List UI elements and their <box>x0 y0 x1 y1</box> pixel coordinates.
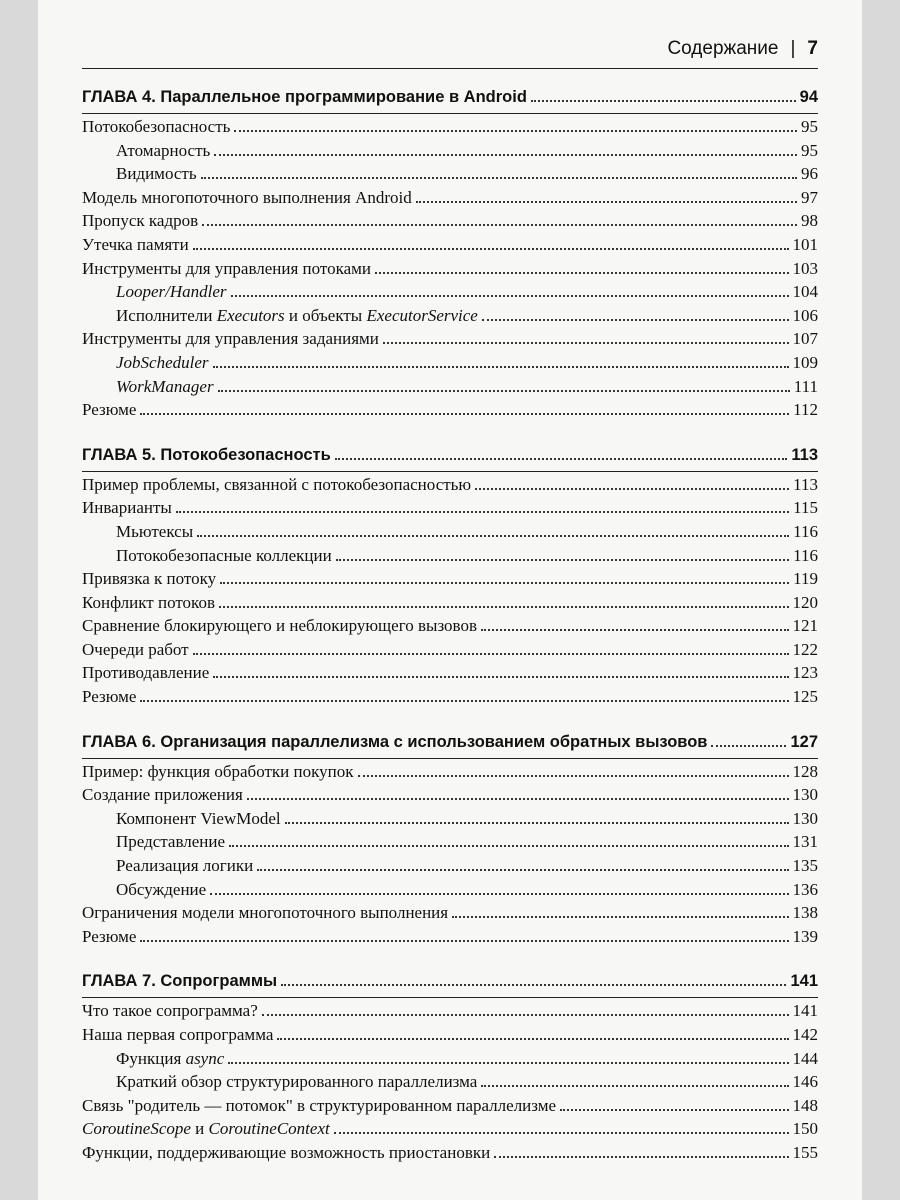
entry-text: Наша первая сопрограмма <box>82 1025 274 1044</box>
entry-page: 103 <box>792 258 818 278</box>
leader-dots <box>213 366 789 368</box>
leader-dots <box>711 745 786 747</box>
entry-title <box>116 880 206 900</box>
leader-dots <box>219 606 789 608</box>
entry-page: 136 <box>792 879 818 899</box>
entry-page: 123 <box>792 663 818 683</box>
chapter-heading[interactable] <box>82 972 818 998</box>
entry-page: 155 <box>792 1142 818 1162</box>
header-separator: | <box>790 38 796 59</box>
entry-page: 142 <box>792 1025 818 1044</box>
leader-dots <box>229 845 788 847</box>
entry-text: Инструменты для управления заданиями <box>82 329 379 349</box>
entry-italic: WorkManager <box>116 376 214 396</box>
toc-entry[interactable] <box>82 211 818 235</box>
toc-entry[interactable] <box>82 164 818 188</box>
entry-text: Пропуск кадров <box>82 211 199 231</box>
leader-dots <box>220 582 789 584</box>
entry-italic: async <box>185 1048 225 1068</box>
toc-chapter <box>82 733 818 951</box>
entry-text: Ограничения модели многопоточного выполнения <box>82 903 449 923</box>
leader-dots <box>416 201 797 203</box>
toc-entry[interactable] <box>82 880 818 904</box>
entry-page: 95 <box>801 117 818 136</box>
entry-title <box>82 475 471 495</box>
entry-page: 116 <box>793 521 818 541</box>
entry-text: и объекты <box>284 305 367 325</box>
chapter-page: 113 <box>791 445 818 464</box>
toc-entry[interactable] <box>82 546 818 570</box>
entry-title <box>82 235 189 255</box>
toc-entry[interactable] <box>82 1001 818 1025</box>
toc-entry[interactable] <box>82 1025 818 1049</box>
entry-text: Привязка к потоку <box>82 569 217 589</box>
entry-page: 130 <box>792 808 818 828</box>
entry-text: Резюме <box>82 400 137 420</box>
toc-entry[interactable] <box>82 498 818 522</box>
leader-dots <box>475 488 789 490</box>
entry-text: Пример: функция обработки покупок <box>82 761 354 781</box>
entry-text: Утечка памяти <box>82 234 189 254</box>
entry-page: 125 <box>792 687 818 707</box>
toc-entry[interactable] <box>82 400 818 424</box>
entry-italic: CoroutineContext <box>208 1119 330 1139</box>
leader-dots <box>197 535 789 537</box>
entry-title <box>116 809 281 829</box>
toc-entry[interactable] <box>82 306 818 330</box>
toc-entry[interactable] <box>82 329 818 353</box>
entry-text: Функция <box>116 1048 186 1068</box>
entry-italic: Executors <box>216 305 285 325</box>
entry-title <box>82 211 198 231</box>
leader-dots <box>358 775 789 777</box>
entry-title <box>116 546 332 566</box>
toc-entry[interactable] <box>82 377 818 401</box>
toc-entry[interactable] <box>82 117 818 141</box>
leader-dots <box>560 1109 788 1111</box>
entry-text: Реализация логики <box>116 856 254 876</box>
toc-entry[interactable] <box>82 687 818 711</box>
entry-page: 120 <box>792 592 818 612</box>
entry-text: Резюме <box>82 926 137 946</box>
toc-entry[interactable] <box>82 282 818 306</box>
chapter-page: 94 <box>799 88 818 106</box>
leader-dots <box>281 984 786 986</box>
chapter-title: ГЛАВА 5. Потокобезопасность <box>82 445 331 464</box>
entry-page: 116 <box>793 545 818 565</box>
toc-entry[interactable] <box>82 569 818 593</box>
table-of-contents <box>82 88 818 1189</box>
entry-page: 148 <box>792 1095 818 1115</box>
entry-italic: CoroutineScope <box>82 1119 191 1139</box>
toc-entry[interactable] <box>82 832 818 856</box>
entry-text: Исполнители <box>116 305 217 325</box>
entry-text: Видимость <box>116 164 197 184</box>
entry-title <box>116 377 214 397</box>
entry-italic: Looper/Handler <box>116 282 227 302</box>
chapter-title: ГЛАВА 6. Организация параллелизма с использованием обратных вызовов <box>82 732 708 751</box>
toc-entry[interactable] <box>82 475 818 499</box>
leader-dots <box>218 390 790 392</box>
leader-dots <box>277 1038 788 1040</box>
entry-page: 122 <box>792 639 818 659</box>
leader-dots <box>176 511 789 513</box>
leader-dots <box>481 629 789 631</box>
toc-entry[interactable] <box>82 762 818 786</box>
leader-dots <box>247 798 789 800</box>
entry-text: Конфликт потоков <box>82 592 215 612</box>
toc-entry[interactable] <box>82 640 818 664</box>
entry-page: 150 <box>792 1119 818 1139</box>
toc-chapter <box>82 446 818 711</box>
toc-chapter <box>82 88 818 424</box>
leader-dots <box>262 1014 789 1016</box>
toc-entry[interactable] <box>82 1049 818 1073</box>
leader-dots <box>335 458 788 460</box>
leader-dots <box>202 224 797 226</box>
entry-text: Очереди работ <box>82 639 189 659</box>
toc-entry[interactable] <box>82 809 818 833</box>
chapter-page: 127 <box>790 732 818 751</box>
entry-text: Пример проблемы, связанной с потокобезопасностью <box>82 474 472 494</box>
entry-text: и <box>190 1119 209 1139</box>
toc-entry[interactable] <box>82 593 818 617</box>
leader-dots <box>140 940 788 942</box>
entry-title <box>82 117 230 137</box>
toc-entry[interactable] <box>82 188 818 212</box>
entry-title <box>116 1072 477 1092</box>
leader-dots <box>257 869 788 871</box>
leader-dots <box>213 676 788 678</box>
entry-text: Краткий обзор структурированного параллелизма <box>116 1072 478 1092</box>
entry-title <box>82 329 379 349</box>
entry-page: 113 <box>793 474 818 494</box>
entry-title <box>82 785 243 805</box>
entry-page: 112 <box>793 400 818 420</box>
entry-text: Представление <box>116 832 226 852</box>
leader-dots <box>228 1062 788 1064</box>
leader-dots <box>375 272 788 274</box>
entry-text: Потокобезопасность <box>82 117 231 136</box>
entry-page: 95 <box>801 140 818 160</box>
section-title: Содержание <box>667 38 779 59</box>
entry-page: 98 <box>801 211 818 231</box>
toc-entry[interactable] <box>82 259 818 283</box>
entry-title <box>82 400 136 420</box>
leader-dots <box>140 700 788 702</box>
entry-text: Противодавление <box>82 663 210 683</box>
entry-page: 131 <box>792 832 818 852</box>
entry-page: 139 <box>792 926 818 946</box>
leader-dots <box>383 342 789 344</box>
entry-title <box>82 640 189 660</box>
entry-page: 96 <box>801 164 818 184</box>
toc-entry[interactable] <box>82 522 818 546</box>
toc-chapter <box>82 972 818 1166</box>
entry-title <box>82 259 371 279</box>
entry-title <box>116 856 253 876</box>
entry-page: 107 <box>792 329 818 349</box>
leader-dots <box>481 1085 788 1087</box>
entry-text: Связь "родитель — потомок" в структурированном параллелизме <box>82 1095 557 1115</box>
page-number: 7 <box>807 38 818 59</box>
toc-entry[interactable] <box>82 785 818 809</box>
entry-page: 101 <box>792 234 818 254</box>
entry-text: Инварианты <box>82 498 172 518</box>
running-header <box>82 38 818 69</box>
entry-title <box>82 927 136 947</box>
leader-dots <box>201 177 797 179</box>
entry-page: 128 <box>792 761 818 781</box>
toc-entry[interactable] <box>82 1119 818 1143</box>
toc-entry[interactable] <box>82 663 818 687</box>
leader-dots <box>140 413 789 415</box>
entry-page: 121 <box>792 616 818 636</box>
leader-dots <box>494 1156 788 1158</box>
entry-italic: JobScheduler <box>116 352 209 372</box>
toc-entry[interactable] <box>82 141 818 165</box>
toc-entry[interactable] <box>82 353 818 377</box>
entry-text: Инструменты для управления потоками <box>82 258 372 278</box>
entry-title <box>82 762 354 782</box>
entry-text: Сравнение блокирующего и неблокирующего вызовов <box>82 616 477 636</box>
entry-page: 109 <box>792 352 818 372</box>
entry-page: 135 <box>792 856 818 876</box>
entry-title <box>82 903 448 923</box>
toc-entry[interactable] <box>82 856 818 880</box>
entry-text: Атомарность <box>116 140 211 160</box>
leader-dots <box>214 154 797 156</box>
entry-title <box>82 1001 258 1021</box>
entry-title <box>116 141 210 161</box>
entry-title <box>116 832 225 852</box>
entry-title <box>82 616 477 636</box>
entry-text: Потокобезопасные коллекции <box>116 545 332 565</box>
entry-page: 146 <box>792 1072 818 1092</box>
entry-title <box>82 188 412 208</box>
chapter-title: ГЛАВА 7. Сопрограммы <box>82 972 278 991</box>
entry-title <box>82 663 209 683</box>
toc-entry[interactable] <box>82 1072 818 1096</box>
entry-page: 130 <box>792 785 818 805</box>
entry-title <box>82 687 136 707</box>
entry-title <box>82 498 172 518</box>
toc-entry[interactable] <box>82 927 818 951</box>
entry-italic: ExecutorService <box>366 305 478 325</box>
leader-dots <box>482 319 789 321</box>
chapter-heading[interactable] <box>82 88 818 114</box>
leader-dots <box>234 130 797 132</box>
entry-title <box>82 1119 330 1139</box>
leader-dots <box>193 248 789 250</box>
leader-dots <box>193 653 789 655</box>
entry-text: Резюме <box>82 687 137 707</box>
entry-title <box>116 164 197 184</box>
leader-dots <box>336 559 789 561</box>
entry-page: 144 <box>792 1048 818 1068</box>
entry-text: Что такое сопрограмма? <box>82 1001 258 1021</box>
entry-title <box>116 522 193 542</box>
entry-title <box>82 1096 556 1116</box>
entry-text: Мьютексы <box>116 521 194 541</box>
toc-entry[interactable] <box>82 1143 818 1167</box>
leader-dots <box>210 893 788 895</box>
entry-title <box>82 1143 490 1163</box>
entry-text: Создание приложения <box>82 785 243 805</box>
entry-page: 141 <box>792 1001 818 1021</box>
entry-title <box>116 1049 224 1069</box>
book-page <box>38 0 862 1200</box>
chapter-heading[interactable] <box>82 446 818 472</box>
leader-dots <box>231 295 789 297</box>
entry-text: Компонент ViewModel <box>116 808 281 828</box>
entry-title <box>116 353 209 373</box>
entry-page: 106 <box>792 305 818 325</box>
entry-text: Функции, поддерживающие возможность приостановки <box>82 1142 491 1162</box>
entry-page: 115 <box>793 498 818 518</box>
leader-dots <box>334 1132 789 1134</box>
entry-title <box>116 282 227 302</box>
entry-page: 138 <box>792 903 818 923</box>
entry-page: 104 <box>792 282 818 302</box>
entry-title <box>82 569 216 589</box>
entry-title <box>116 306 478 326</box>
entry-text: Модель многопоточного выполнения Android <box>82 187 412 207</box>
leader-dots <box>285 822 789 824</box>
entry-title <box>82 1025 273 1045</box>
chapter-page: 141 <box>790 972 818 991</box>
chapter-title: ГЛАВА 4. Параллельное программирование в Android <box>82 88 527 106</box>
entry-text: Обсуждение <box>116 879 207 899</box>
entry-page: 111 <box>793 376 818 396</box>
leader-dots <box>531 100 796 102</box>
chapter-heading[interactable] <box>82 733 818 759</box>
toc-entry[interactable] <box>82 903 818 927</box>
entry-page: 119 <box>793 569 818 589</box>
leader-dots <box>452 916 788 918</box>
entry-title <box>82 593 215 613</box>
toc-entry[interactable] <box>82 235 818 259</box>
entry-page: 97 <box>801 187 818 207</box>
toc-entry[interactable] <box>82 616 818 640</box>
toc-entry[interactable] <box>82 1096 818 1120</box>
